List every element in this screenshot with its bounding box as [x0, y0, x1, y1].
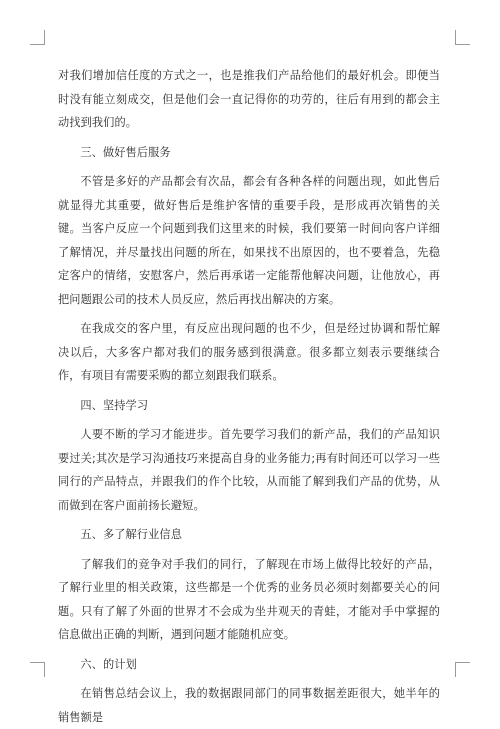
section-heading-after-sales: 三、做好售后服务	[80, 145, 171, 159]
paragraph-plan: 在销售总结会议上，我的数据跟同部门的同事数据差距很大，她半年的销售额是	[58, 687, 440, 724]
crop-mark-top-left	[30, 30, 45, 45]
paragraph-industry-info: 了解我们的竞争对手我们的同行，了解现在市场上做得比较好的产品，了解行业里的相关政策，这些都是一个优秀的业务员必须时刻都要关心的问题。只有了解了外面的世界才不会成为坐井观天的青蛙，才能对手中掌握的信息做出正确的判断，遇到问题才能随机应变。	[58, 557, 440, 641]
section-heading-industry-info: 五、多了解行业信息	[80, 528, 182, 541]
paragraph-intro-continuation: 对我们增加信任度的方式之一，也是推我们产品给他们的最好机会。即便当时没有能立刻成交，但是他们会一直记得你的功劳的，往后有用到的都会主动找到我们的。	[58, 69, 440, 129]
paragraph-after-sales-2: 在我成交的客户里，有反应出现问题的也不少，但是经过协调和帮忙解决以后，大多客户都对我们的服务感到很满意。很多都立刻表示要继续合作，有项目有需要采购的都立刻跟我们联系。	[58, 322, 440, 382]
crop-mark-top-right	[455, 30, 470, 45]
paragraph-after-sales-1: 不管是多好的产品都会有次品，都会有各种各样的问题出现，如此售后就显得尤其重要，做好售后是维护客情的重要手段，是形成再次销售的关键。当客户反应一个问题到我们这里来的时候，我们要第一时间向客户详细了解情况，并尽量找出问题的所在，如果找不出原因的，也不要着急，先稳定客户的情绪，安慰客户，然后再承诺一定能帮他解决问题，让他放心，再把问题跟公司的技术人员反应，然后再找出解决的方案。	[58, 175, 440, 306]
section-heading-learning: 四、坚持学习	[80, 398, 149, 412]
paragraph-learning: 人要不断的学习才能进步。首先要学习我们的新产品，我们的产品知识要过关;其次是学习沟通技巧来提高自身的业务能力;再有时间还可以学习一些同行的产品特点，并跟我们的作个比较，从而能了解到我们产品的优势，从而做到在客户面前扬长避短。	[58, 428, 440, 512]
crop-mark-bottom-left	[30, 662, 45, 677]
document-body	[58, 64, 440, 729]
crop-mark-bottom-right	[455, 662, 470, 677]
section-heading-plan: 六、的计划	[80, 657, 137, 671]
